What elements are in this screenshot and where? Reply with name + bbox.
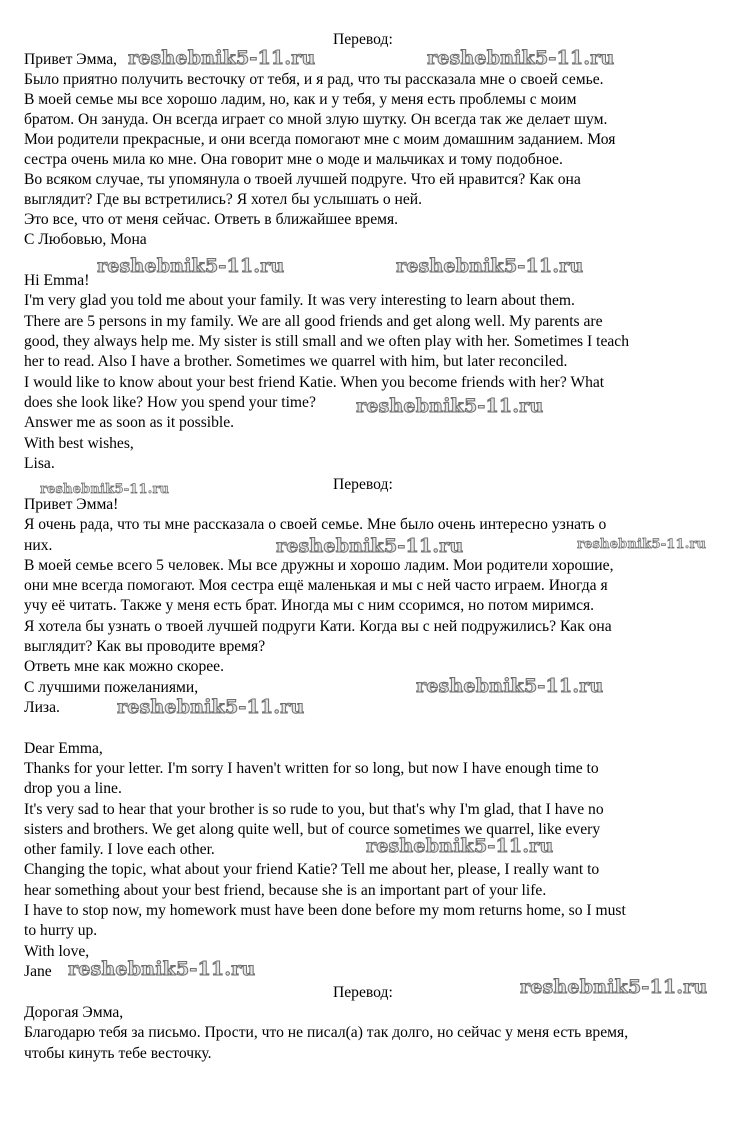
translation-heading: Перевод: <box>333 31 393 48</box>
letter3-line: drop you a line. <box>24 780 122 797</box>
letter2-translation-line: С лучшими пожеланиями, <box>24 679 199 696</box>
watermark: reshebnik5-11.ru <box>97 255 285 277</box>
letter2-translation-line: них. <box>24 537 53 554</box>
letter3-line: sisters and brothers. We get along quite well, but of cource sometimes we quarrel, like every <box>24 821 601 838</box>
watermark: reshebnik5-11.ru <box>276 535 464 557</box>
watermark: reshebnik5-11.ru <box>356 395 544 417</box>
letter3-line: hear something about your best friend, because she is an important part of your life. <box>24 882 547 899</box>
letter2-translation-line: Ответь мне как можно скорее. <box>24 658 224 675</box>
watermark: reshebnik5-11.ru <box>68 958 256 980</box>
letter2-line: I would like to know about your best friend Katie. When you become friends with her? What <box>24 374 605 391</box>
letter2-line: Hi Emma! <box>24 272 90 289</box>
watermark: reshebnik5-11.ru <box>366 835 554 857</box>
watermark: reshebnik5-11.ru <box>396 255 584 277</box>
letter2-line: There are 5 persons in my family. We are all good friends and get along well. My parents are <box>24 313 603 330</box>
letter2-translation-line: Привет Эмма! <box>24 496 119 513</box>
watermark: reshebnik5-11.ru <box>117 696 305 718</box>
letter3-line: Jane <box>24 963 52 980</box>
watermark: reshebnik5-11.ru <box>427 47 615 69</box>
letter2-line: With best wishes, <box>24 435 134 452</box>
letter2-translation-line: они мне всегда помогают. Моя сестра ещё маленькая и мы с ней часто играем. Иногда я <box>24 577 608 594</box>
letter2-translation-line: В моей семье всего 5 человек. Мы все дружны и хорошо ладим. Мои родители хорошие, <box>24 557 614 574</box>
letter3-translation-line: Дорогая Эмма, <box>24 1004 124 1021</box>
letter2-translation-line: Лиза. <box>24 699 60 716</box>
letter3-line: Dear Emma, <box>24 740 103 757</box>
letter3-line: other family. I love each other. <box>24 841 215 858</box>
letter2-translation-line: учу её читать. Также у меня есть брат. Иногда мы с ним ссоримся, но потом миримся. <box>24 597 595 614</box>
letter3-translation-line: чтобы кинуть тебе весточку. <box>24 1045 212 1062</box>
letter1-line: Мои родители прекрасные, и они всегда помогают мне с моим домашним заданием. Моя <box>24 131 616 148</box>
letter1-line: братом. Он зануда. Он всегда играет со мной злую шутку. Он всегда так же делает шум. <box>24 111 608 128</box>
letter2-line: Lisa. <box>24 455 55 472</box>
letter2-translation-line: Я очень рада, что ты мне рассказала о своей семье. Мне было очень интересно узнать о <box>24 516 607 533</box>
watermark: reshebnik5-11.ru <box>40 482 170 497</box>
letter2-line: does she look like? How you spend your time? <box>24 394 316 411</box>
letter2-line: Answer me as soon as it possible. <box>24 414 235 431</box>
watermark: reshebnik5-11.ru <box>128 47 316 69</box>
letter2-line: her to read. Also I have a brother. Sometimes we quarrel with him, but later reconciled. <box>24 353 568 370</box>
letter1-line: сестра очень мила ко мне. Она говорит мне о моде и мальчиках и тому подобное. <box>24 151 563 168</box>
watermark: reshebnik5-11.ru <box>577 537 707 552</box>
letter1-line: Было приятно получить весточку от тебя, и я рад, что ты рассказала мне о своей семье. <box>24 71 604 88</box>
letter1-line: В моей семье мы все хорошо ладим, но, как и у тебя, у меня есть проблемы с моим <box>24 91 577 108</box>
letter3-translation-line: Благодарю тебя за письмо. Прости, что не писал(а) так долго, но сейчас у меня есть время, <box>24 1024 629 1041</box>
letter3-line: It's very sad to hear that your brother is so rude to you, but that's why I'm glad, that I have no <box>24 801 604 818</box>
letter1-line: Это все, что от меня сейчас. Ответь в ближайшее время. <box>24 211 399 228</box>
letter2-translation-line: выглядит? Как вы проводите время? <box>24 638 266 655</box>
letter1-line: Привет Эмма, <box>24 51 118 68</box>
letter2-line: good, they always help me. My sister is still small and we often play with her. Sometimes I teach <box>24 333 630 350</box>
letter3-line: I have to stop now, my homework must have been done before my mom returns home, so I must <box>24 902 626 919</box>
watermark: reshebnik5-11.ru <box>520 976 708 998</box>
letter1-line: С Любовью, Мона <box>24 231 147 248</box>
letter1-line: выглядит? Где вы встретились? Я хотел бы услышать о ней. <box>24 191 423 208</box>
letter3-line: With love, <box>24 943 90 960</box>
translation-heading: Перевод: <box>333 984 393 1001</box>
translation-heading: Перевод: <box>333 476 393 493</box>
letter1-line: Во всяком случае, ты упомянула о твоей лучшей подруге. Что ей нравится? Как она <box>24 171 581 188</box>
watermark: reshebnik5-11.ru <box>416 675 604 697</box>
letter3-line: to hurry up. <box>24 922 98 939</box>
letter3-line: Changing the topic, what about your friend Katie? Tell me about her, please, I really want to <box>24 861 600 878</box>
letter2-translation-line: Я хотела бы узнать о твоей лучшей подруги Кати. Когда вы с ней подружились? Как она <box>24 618 612 635</box>
letter3-line: Thanks for your letter. I'm sorry I haven't written for so long, but now I have enough time to <box>24 760 599 777</box>
letter2-line: I'm very glad you told me about your family. It was very interesting to learn about them. <box>24 292 575 309</box>
